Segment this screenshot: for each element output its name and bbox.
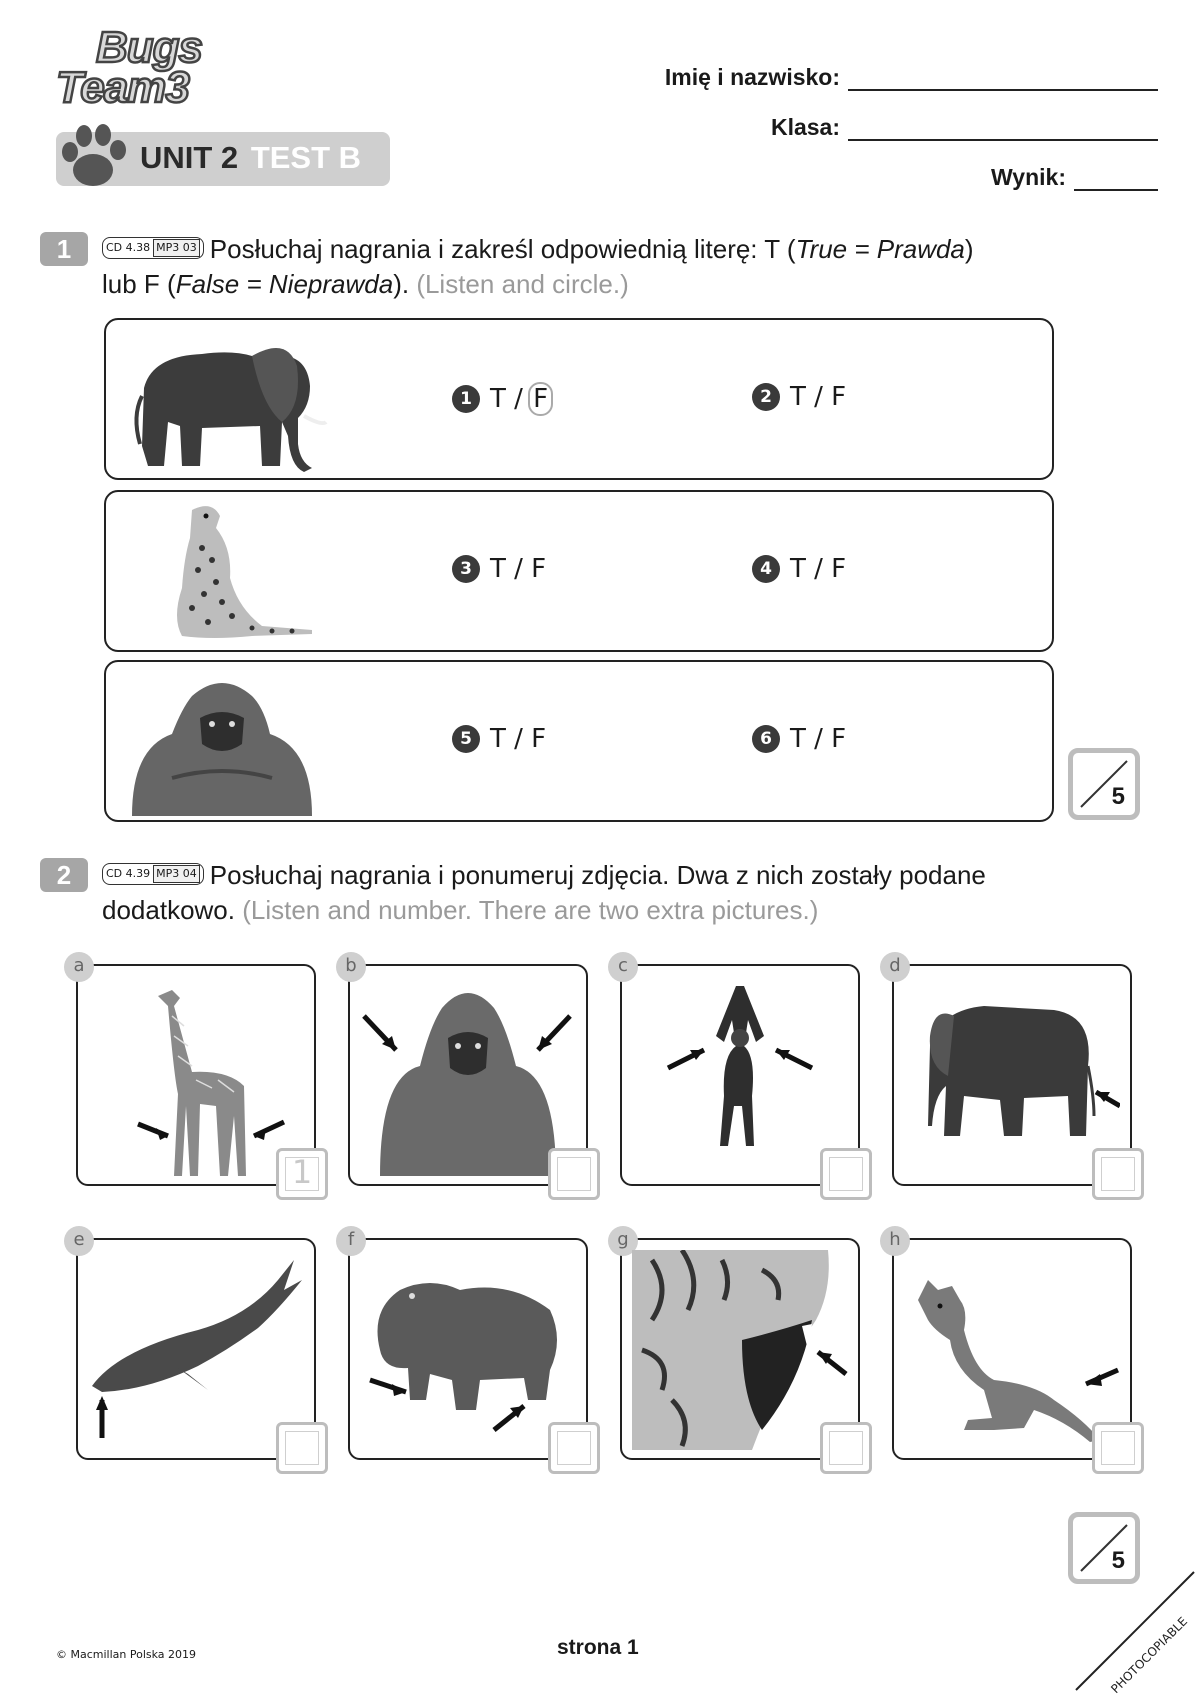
exercise-2-instruction — [102, 858, 1122, 928]
card-letter: g — [608, 1226, 638, 1256]
elephant-photo — [904, 976, 1120, 1176]
picture-card-e — [73, 1229, 316, 1460]
tf-item-5 — [452, 724, 546, 754]
test-label: TEST B — [250, 140, 362, 175]
item-number: 4 — [752, 555, 780, 583]
score-field-row — [991, 164, 1158, 191]
hippo-photo — [360, 1250, 576, 1450]
score-slash-icon — [1073, 753, 1135, 815]
cheetah-photo — [112, 498, 332, 646]
true-word: True = Prawda — [795, 234, 965, 264]
picture-card-c — [618, 955, 860, 1186]
tf-options[interactable]: T / F — [790, 724, 847, 754]
giraffe-photo — [88, 976, 304, 1176]
class-field-row — [771, 114, 1158, 141]
answer-box[interactable] — [1092, 1148, 1144, 1200]
picture-card-d — [889, 955, 1132, 1186]
tiger-photo — [632, 1250, 848, 1450]
exercise-1-max-score: 5 — [1111, 783, 1125, 810]
tf-row-cheetah — [104, 490, 1054, 652]
logo-line-2 — [56, 63, 236, 112]
answer-box[interactable] — [1092, 1422, 1144, 1474]
name-label: Imię i nazwisko: — [664, 64, 840, 90]
tf-option-false-circled[interactable]: F — [528, 382, 553, 416]
instruction-text: Posłuchaj nagrania i ponumeruj zdjęcia. Dwa z nich zostały podane — [209, 860, 986, 890]
kangaroo-photo — [904, 1250, 1120, 1450]
photocopiable-corner — [1070, 1566, 1200, 1696]
picture-card-g — [617, 1229, 860, 1460]
instruction-text: Posłuchaj nagrania i zakreśl odpowiednią literę: T ( — [209, 234, 796, 264]
whale-photo — [88, 1250, 304, 1450]
item-number: 1 — [452, 385, 480, 413]
tf-item-2 — [752, 382, 846, 412]
tf-item-4 — [752, 554, 846, 584]
card-letter: f — [336, 1226, 366, 1256]
logo-line-1: Bugs — [96, 23, 202, 72]
exercise-2-max-score: 5 — [1111, 1547, 1125, 1574]
tf-item-1 — [452, 382, 553, 416]
logo-team: Team — [56, 63, 166, 112]
answer-box[interactable] — [276, 1422, 328, 1474]
card-letter: e — [64, 1226, 94, 1256]
answer-box[interactable] — [820, 1148, 872, 1200]
answer-box[interactable] — [548, 1422, 600, 1474]
audio-track-badge — [102, 863, 204, 885]
card-letter: h — [880, 1226, 910, 1256]
tf-options[interactable]: T / F — [790, 554, 847, 584]
audio-track-badge — [102, 237, 204, 259]
tf-options[interactable]: T / F — [490, 554, 547, 584]
bugs-team-logo — [56, 23, 236, 114]
english-instruction: (Listen and circle.) — [416, 269, 629, 299]
instruction-text: ). — [393, 269, 410, 299]
tf-item-6 — [752, 724, 846, 754]
score-label: Wynik: — [991, 164, 1066, 190]
paw-icon — [56, 122, 130, 196]
unit-label: UNIT 2 — [140, 140, 239, 175]
card-letter: c — [608, 952, 638, 982]
tf-row-gorilla — [104, 660, 1054, 822]
card-letter: d — [880, 952, 910, 982]
tf-row-elephant — [104, 318, 1054, 480]
exercise-1-instruction — [102, 232, 1122, 302]
score-field[interactable] — [1074, 167, 1158, 191]
photocopiable-label: PHOTOCOPIABLE — [1108, 1614, 1191, 1696]
item-number: 6 — [752, 725, 780, 753]
logo-level: 3 — [165, 63, 189, 112]
page-number: strona 1 — [557, 1636, 639, 1659]
elephant-photo — [112, 326, 332, 474]
gorilla-photo — [112, 668, 332, 816]
cd-track: CD 4.39 — [106, 867, 151, 881]
answer-box[interactable] — [548, 1148, 600, 1200]
cd-track: CD 4.38 — [106, 241, 151, 255]
tf-item-3 — [452, 554, 546, 584]
tf-options[interactable]: T / F — [790, 382, 847, 412]
instruction-text: lub F ( — [102, 269, 176, 299]
instruction-text: dodatkowo. — [102, 895, 235, 925]
answer-box[interactable] — [820, 1422, 872, 1474]
instruction-text: ) — [964, 234, 974, 264]
mp3-track: MP3 04 — [153, 865, 200, 883]
english-instruction: (Listen and number. There are two extra pictures.) — [242, 895, 819, 925]
class-label: Klasa: — [770, 114, 840, 140]
chimpanzee-photo — [632, 976, 848, 1176]
picture-card-b — [345, 955, 588, 1186]
tf-option-true[interactable]: T / — [490, 384, 523, 414]
card-letter: a — [64, 952, 94, 982]
picture-card-a — [73, 955, 316, 1191]
name-field[interactable] — [848, 67, 1158, 91]
false-word: False = Nieprawda — [175, 269, 394, 299]
answer-value: 1 — [291, 1153, 313, 1191]
picture-card-h — [889, 1229, 1132, 1460]
item-number: 2 — [752, 383, 780, 411]
class-field[interactable] — [848, 117, 1158, 141]
picture-card-f — [347, 1229, 588, 1460]
copyright-notice: © Macmillan Polska 2019 — [56, 1648, 197, 1661]
item-number: 3 — [452, 555, 480, 583]
unit-banner — [56, 132, 390, 186]
item-number: 5 — [452, 725, 480, 753]
tf-options[interactable]: T / F — [490, 724, 547, 754]
answer-box[interactable] — [276, 1148, 328, 1200]
exercise-1-score-box — [1068, 748, 1140, 820]
exercise-2-number: 2 — [40, 858, 88, 892]
gorilla-photo — [360, 976, 576, 1176]
name-field-row — [665, 64, 1158, 91]
mp3-track: MP3 03 — [153, 239, 200, 257]
card-letter: b — [336, 952, 366, 982]
exercise-1-number: 1 — [40, 232, 88, 266]
